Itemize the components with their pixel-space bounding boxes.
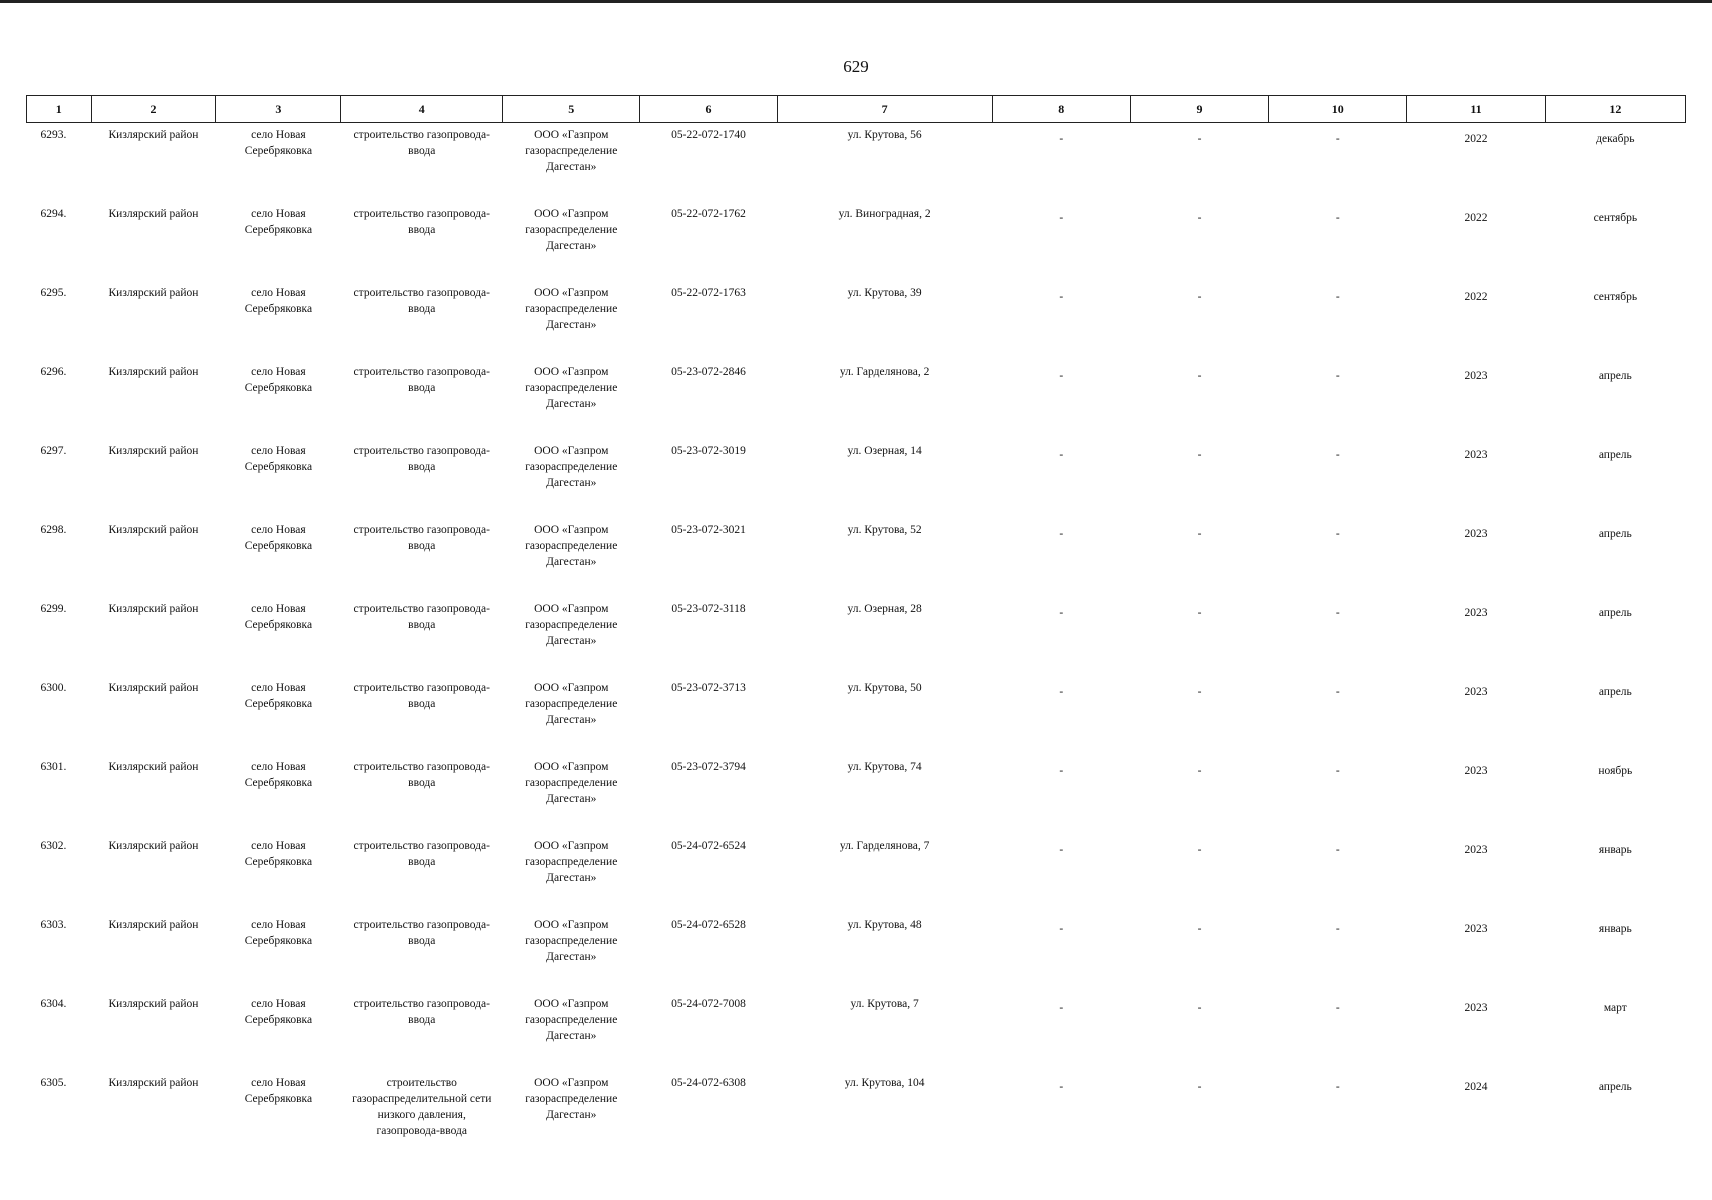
address-cell: ул. Гарделянова, 7 xyxy=(839,839,930,852)
col10-cell: - xyxy=(1335,1001,1340,1014)
table-row xyxy=(27,281,1686,360)
table-row xyxy=(27,1071,1686,1161)
col9-cell: - xyxy=(1197,133,1202,145)
settlement-cell-line: Серебряковка xyxy=(244,223,313,236)
year-cell: 2023 xyxy=(1464,369,1488,382)
month-cell: сентябрь xyxy=(1593,290,1638,303)
col8-cell: - xyxy=(1059,1001,1064,1014)
object-code-cell: 05-23-072-3118 xyxy=(671,602,746,615)
work-type-cell xyxy=(341,1071,503,1161)
col10-cell: - xyxy=(1335,685,1340,698)
col9-cell: - xyxy=(1197,1080,1202,1093)
district-cell: Кизлярский район xyxy=(108,839,199,852)
table-row xyxy=(27,360,1686,439)
organization-cell-line: газораспределение xyxy=(525,460,618,473)
organization-cell-line: Дагестан» xyxy=(546,318,597,331)
col10-cell: - xyxy=(1335,133,1340,145)
work-type-cell xyxy=(341,439,503,518)
district-cell: Кизлярский район xyxy=(108,918,199,931)
col9-cell: - xyxy=(1197,290,1202,303)
settlement-cell xyxy=(216,755,341,834)
work-type-cell-line: низкого давления, xyxy=(377,1108,466,1121)
table-row xyxy=(27,834,1686,913)
organization-cell-line: газораспределение xyxy=(525,1092,618,1105)
work-type-cell-line: ввода xyxy=(408,302,436,315)
work-type-cell-line: строительство газопровода- xyxy=(353,681,490,694)
settlement-cell-line: Серебряковка xyxy=(244,1092,313,1105)
organization-cell xyxy=(503,360,640,439)
address-cell: ул. Крутова, 48 xyxy=(847,918,922,931)
organization-cell-line: ООО «Газпром xyxy=(534,997,609,1010)
month-cell: январь xyxy=(1598,922,1632,935)
col8-cell: - xyxy=(1059,290,1064,303)
work-type-cell-line: строительство газопровода- xyxy=(353,839,490,852)
work-type-cell xyxy=(341,992,503,1071)
settlement-cell-line: село Новая xyxy=(251,602,306,615)
organization-cell-line: ООО «Газпром xyxy=(534,286,609,299)
work-type-cell-line: строительство газопровода- xyxy=(353,997,490,1010)
year-cell: 2022 xyxy=(1464,211,1488,224)
row-number: 6302. xyxy=(40,839,67,852)
address-cell: ул. Крутова, 52 xyxy=(847,523,922,536)
settlement-cell-line: село Новая xyxy=(251,918,306,931)
column-header: 4 xyxy=(341,96,503,123)
row-number: 6301. xyxy=(40,760,67,773)
row-number: 6297. xyxy=(40,444,67,457)
organization-cell-line: ООО «Газпром xyxy=(534,365,609,378)
settlement-cell xyxy=(216,676,341,755)
settlement-cell-line: Серебряковка xyxy=(244,460,313,473)
year-cell: 2023 xyxy=(1464,448,1488,461)
settlement-cell-line: село Новая xyxy=(251,1076,306,1089)
settlement-cell-line: село Новая xyxy=(251,997,306,1010)
month-cell: сентябрь xyxy=(1593,211,1638,224)
address-cell: ул. Крутова, 50 xyxy=(847,681,922,694)
organization-cell xyxy=(503,834,640,913)
work-type-cell-line: ввода xyxy=(408,855,436,868)
year-cell: 2024 xyxy=(1464,1080,1488,1093)
district-cell: Кизлярский район xyxy=(108,129,199,141)
work-type-cell-line: строительство газопровода- xyxy=(353,602,490,615)
work-type-cell-line: ввода xyxy=(408,776,436,789)
district-cell: Кизлярский район xyxy=(108,286,199,299)
table-row xyxy=(27,676,1686,755)
work-type-cell-line: строительство газопровода- xyxy=(353,286,490,299)
col8-cell: - xyxy=(1059,133,1064,145)
header-row xyxy=(27,96,1686,123)
district-cell: Кизлярский район xyxy=(108,523,199,536)
table-row xyxy=(27,992,1686,1071)
settlement-cell-line: село Новая xyxy=(251,523,306,536)
organization-cell xyxy=(503,597,640,676)
work-type-cell xyxy=(341,834,503,913)
organization-cell-line: газораспределение xyxy=(525,1013,618,1026)
settlement-cell-line: село Новая xyxy=(251,286,306,299)
organization-cell-line: Дагестан» xyxy=(546,1108,597,1121)
work-type-cell-line: ввода xyxy=(408,145,436,157)
address-cell: ул. Крутова, 104 xyxy=(844,1076,925,1089)
month-cell: декабрь xyxy=(1596,133,1635,145)
object-code-cell: 05-24-072-7008 xyxy=(671,997,746,1010)
work-type-cell-line: строительство газопровода- xyxy=(353,129,490,141)
col9-cell: - xyxy=(1197,211,1202,224)
table-row xyxy=(27,202,1686,281)
col10-cell: - xyxy=(1335,1080,1340,1093)
organization-cell-line: газораспределение xyxy=(525,697,618,710)
row-number: 6299. xyxy=(40,602,67,615)
settlement-cell-line: село Новая xyxy=(251,839,306,852)
top-rule xyxy=(0,0,1712,3)
table-row xyxy=(27,439,1686,518)
settlement-cell-line: Серебряковка xyxy=(244,934,313,947)
column-header: 11 xyxy=(1407,96,1545,123)
col9-cell: - xyxy=(1197,764,1202,777)
column-header: 12 xyxy=(1545,96,1685,123)
year-cell: 2022 xyxy=(1464,133,1488,145)
col9-cell: - xyxy=(1197,527,1202,540)
organization-cell-line: ООО «Газпром xyxy=(534,129,609,141)
work-type-cell xyxy=(341,281,503,360)
object-code-cell: 05-24-072-6308 xyxy=(671,1076,746,1089)
work-type-cell-line: ввода xyxy=(408,618,436,631)
settlement-cell-line: Серебряковка xyxy=(244,381,313,394)
organization-cell-line: газораспределение xyxy=(525,855,618,868)
settlement-cell xyxy=(216,439,341,518)
object-code-cell: 05-23-072-3021 xyxy=(671,523,746,536)
organization-cell-line: ООО «Газпром xyxy=(534,839,609,852)
district-cell: Кизлярский район xyxy=(108,997,199,1010)
organization-cell-line: газораспределение xyxy=(525,776,618,789)
year-cell: 2023 xyxy=(1464,843,1488,856)
year-cell: 2023 xyxy=(1464,764,1488,777)
month-cell: апрель xyxy=(1598,448,1632,461)
work-type-cell-line: ввода xyxy=(408,381,436,394)
month-cell: апрель xyxy=(1598,606,1632,619)
object-code-cell: 05-23-072-3713 xyxy=(671,681,746,694)
settlement-cell-line: Серебряковка xyxy=(244,539,313,552)
organization-cell-line: ООО «Газпром xyxy=(534,760,609,773)
organization-cell-line: ООО «Газпром xyxy=(534,444,609,457)
work-type-cell-line: ввода xyxy=(408,539,436,552)
settlement-cell-line: Серебряковка xyxy=(244,302,313,315)
col10-cell: - xyxy=(1335,448,1340,461)
work-type-cell-line: ввода xyxy=(408,1013,436,1026)
row-number: 6296. xyxy=(40,365,67,378)
work-type-cell-line: строительство газопровода- xyxy=(353,207,490,220)
month-cell: апрель xyxy=(1598,1080,1632,1093)
organization-cell-line: газораспределение xyxy=(525,618,618,631)
organization-cell-line: ООО «Газпром xyxy=(534,681,609,694)
work-type-cell xyxy=(341,518,503,597)
work-type-cell-line: ввода xyxy=(408,223,436,236)
organization-cell-line: газораспределение xyxy=(525,381,618,394)
settlement-cell xyxy=(216,1071,341,1161)
organization-cell-line: Дагестан» xyxy=(546,950,597,963)
address-cell: ул. Крутова, 74 xyxy=(847,760,922,773)
address-cell: ул. Виноградная, 2 xyxy=(838,207,931,220)
col8-cell: - xyxy=(1059,211,1064,224)
col9-cell: - xyxy=(1197,922,1202,935)
col10-cell: - xyxy=(1335,764,1340,777)
col8-cell: - xyxy=(1059,685,1064,698)
organization-cell-line: газораспределение xyxy=(525,223,618,236)
settlement-cell xyxy=(216,123,341,202)
work-type-cell xyxy=(341,202,503,281)
organization-cell-line: Дагестан» xyxy=(546,634,597,647)
organization-cell-line: Дагестан» xyxy=(546,555,597,568)
address-cell: ул. Гарделянова, 2 xyxy=(839,365,930,378)
work-type-cell-line: строительство газопровода- xyxy=(353,523,490,536)
object-code-cell: 05-22-072-1762 xyxy=(671,207,746,220)
settlement-cell-line: Серебряковка xyxy=(244,855,313,868)
row-number: 6303. xyxy=(40,918,67,931)
row-number: 6294. xyxy=(40,207,67,220)
settlement-cell xyxy=(216,518,341,597)
column-header: 3 xyxy=(216,96,341,123)
year-cell: 2023 xyxy=(1464,685,1488,698)
table-row xyxy=(27,123,1686,202)
month-cell: ноябрь xyxy=(1598,764,1633,777)
organization-cell-line: Дагестан» xyxy=(546,476,597,489)
object-code-cell: 05-24-072-6528 xyxy=(671,918,746,931)
address-cell: ул. Озерная, 14 xyxy=(847,444,922,457)
organization-cell-line: ООО «Газпром xyxy=(534,1076,609,1089)
organization-cell-line: ООО «Газпром xyxy=(534,918,609,931)
district-cell: Кизлярский район xyxy=(108,681,199,694)
work-type-cell-line: строительство газопровода- xyxy=(353,444,490,457)
settlement-cell xyxy=(216,281,341,360)
col8-cell: - xyxy=(1059,527,1064,540)
year-cell: 2023 xyxy=(1464,1001,1488,1014)
row-number: 6304. xyxy=(40,997,67,1010)
object-code-cell: 05-23-072-2846 xyxy=(671,365,746,378)
col10-cell: - xyxy=(1335,527,1340,540)
organization-cell-line: ООО «Газпром xyxy=(534,602,609,615)
settlement-cell-line: село Новая xyxy=(251,129,306,141)
col10-cell: - xyxy=(1335,922,1340,935)
col9-cell: - xyxy=(1197,448,1202,461)
col9-cell: - xyxy=(1197,843,1202,856)
organization-cell xyxy=(503,755,640,834)
month-cell: апрель xyxy=(1598,685,1632,698)
address-cell: ул. Озерная, 28 xyxy=(847,602,922,615)
col9-cell: - xyxy=(1197,606,1202,619)
work-type-cell xyxy=(341,360,503,439)
table-row xyxy=(27,597,1686,676)
column-header: 9 xyxy=(1130,96,1268,123)
organization-cell xyxy=(503,913,640,992)
table-row xyxy=(27,518,1686,597)
column-header: 6 xyxy=(640,96,777,123)
district-cell: Кизлярский район xyxy=(108,365,199,378)
work-type-cell-line: строительство газопровода- xyxy=(353,365,490,378)
work-type-cell-line: газораспределительной сети xyxy=(352,1092,492,1105)
settlement-cell-line: село Новая xyxy=(251,760,306,773)
col8-cell: - xyxy=(1059,606,1064,619)
organization-cell-line: Дагестан» xyxy=(546,239,597,252)
settlement-cell-line: село Новая xyxy=(251,444,306,457)
organization-cell xyxy=(503,123,640,202)
year-cell: 2023 xyxy=(1464,606,1488,619)
page-number: 629 xyxy=(843,57,869,76)
object-code-cell: 05-22-072-1763 xyxy=(671,286,746,299)
col9-cell: - xyxy=(1197,369,1202,382)
year-cell: 2022 xyxy=(1464,290,1488,303)
col8-cell: - xyxy=(1059,764,1064,777)
col10-cell: - xyxy=(1335,843,1340,856)
organization-cell-line: Дагестан» xyxy=(546,792,597,805)
table-row xyxy=(27,755,1686,834)
work-type-cell xyxy=(341,597,503,676)
month-cell: март xyxy=(1603,1001,1627,1014)
work-type-cell-line: строительство газопровода- xyxy=(353,918,490,931)
district-cell: Кизлярский район xyxy=(108,1076,199,1089)
col10-cell: - xyxy=(1335,290,1340,303)
settlement-cell-line: Серебряковка xyxy=(244,776,313,789)
work-type-cell-line: ввода xyxy=(408,460,436,473)
col9-cell: - xyxy=(1197,1001,1202,1014)
col8-cell: - xyxy=(1059,448,1064,461)
organization-cell-line: Дагестан» xyxy=(546,713,597,726)
settlement-cell-line: Серебряковка xyxy=(244,1013,313,1026)
column-header: 1 xyxy=(27,96,92,123)
organization-cell-line: газораспределение xyxy=(525,934,618,947)
organization-cell-line: газораспределение xyxy=(525,302,618,315)
settlement-cell-line: село Новая xyxy=(251,681,306,694)
work-type-cell xyxy=(341,913,503,992)
row-number: 6295. xyxy=(40,286,67,299)
month-cell: апрель xyxy=(1598,527,1632,540)
address-cell: ул. Крутова, 39 xyxy=(847,286,922,299)
work-type-cell-line: ввода xyxy=(408,934,436,947)
work-type-cell xyxy=(341,123,503,202)
settlement-cell-line: Серебряковка xyxy=(244,697,313,710)
table-body xyxy=(27,123,1686,1161)
address-cell: ул. Крутова, 7 xyxy=(850,997,919,1010)
settlement-cell-line: Серебряковка xyxy=(244,618,313,631)
organization-cell xyxy=(503,518,640,597)
column-header: 5 xyxy=(503,96,640,123)
organization-cell xyxy=(503,992,640,1071)
row-number: 6298. xyxy=(40,523,67,536)
district-cell: Кизлярский район xyxy=(108,760,199,773)
settlement-cell-line: село Новая xyxy=(251,365,306,378)
settlement-cell xyxy=(216,834,341,913)
organization-cell-line: Дагестан» xyxy=(546,397,597,410)
object-code-cell: 05-22-072-1740 xyxy=(671,129,746,141)
object-code-cell: 05-23-072-3794 xyxy=(671,760,746,773)
col8-cell: - xyxy=(1059,843,1064,856)
work-type-cell xyxy=(341,676,503,755)
settlement-cell xyxy=(216,992,341,1071)
district-cell: Кизлярский район xyxy=(108,444,199,457)
row-number: 6293. xyxy=(40,129,67,141)
organization-cell-line: Дагестан» xyxy=(546,1029,597,1042)
work-type-cell-line: строительство газопровода- xyxy=(353,760,490,773)
column-header: 2 xyxy=(91,96,216,123)
col10-cell: - xyxy=(1335,606,1340,619)
row-number: 6300. xyxy=(40,681,67,694)
col10-cell: - xyxy=(1335,369,1340,382)
col8-cell: - xyxy=(1059,369,1064,382)
month-cell: январь xyxy=(1598,843,1632,856)
district-cell: Кизлярский район xyxy=(108,602,199,615)
table-row xyxy=(27,913,1686,992)
organization-cell-line: ООО «Газпром xyxy=(534,207,609,220)
organization-cell xyxy=(503,676,640,755)
work-type-cell-line: газопровода-ввода xyxy=(376,1124,467,1137)
settlement-cell xyxy=(216,597,341,676)
col9-cell: - xyxy=(1197,685,1202,698)
registry-table xyxy=(26,95,1686,1161)
object-code-cell: 05-24-072-6524 xyxy=(671,839,746,852)
settlement-cell xyxy=(216,360,341,439)
column-header: 8 xyxy=(992,96,1130,123)
organization-cell-line: ООО «Газпром xyxy=(534,523,609,536)
settlement-cell-line: село Новая xyxy=(251,207,306,220)
object-code-cell: 05-23-072-3019 xyxy=(671,444,746,457)
row-number: 6305. xyxy=(40,1076,67,1089)
organization-cell xyxy=(503,281,640,360)
work-type-cell-line: строительство xyxy=(386,1076,457,1089)
organization-cell xyxy=(503,202,640,281)
column-header: 10 xyxy=(1269,96,1407,123)
address-cell: ул. Крутова, 56 xyxy=(847,129,922,141)
organization-cell-line: газораспределение xyxy=(525,539,618,552)
month-cell: апрель xyxy=(1598,369,1632,382)
organization-cell-line: Дагестан» xyxy=(546,871,597,884)
work-type-cell-line: ввода xyxy=(408,697,436,710)
organization-cell-line: Дагестан» xyxy=(546,161,597,173)
organization-cell-line: газораспределение xyxy=(525,145,618,157)
organization-cell xyxy=(503,439,640,518)
column-header: 7 xyxy=(777,96,992,123)
settlement-cell-line: Серебряковка xyxy=(244,145,313,157)
col8-cell: - xyxy=(1059,1080,1064,1093)
col8-cell: - xyxy=(1059,922,1064,935)
col10-cell: - xyxy=(1335,211,1340,224)
work-type-cell xyxy=(341,755,503,834)
settlement-cell xyxy=(216,202,341,281)
organization-cell xyxy=(503,1071,640,1161)
year-cell: 2023 xyxy=(1464,527,1488,540)
settlement-cell xyxy=(216,913,341,992)
year-cell: 2023 xyxy=(1464,922,1488,935)
district-cell: Кизлярский район xyxy=(108,207,199,220)
